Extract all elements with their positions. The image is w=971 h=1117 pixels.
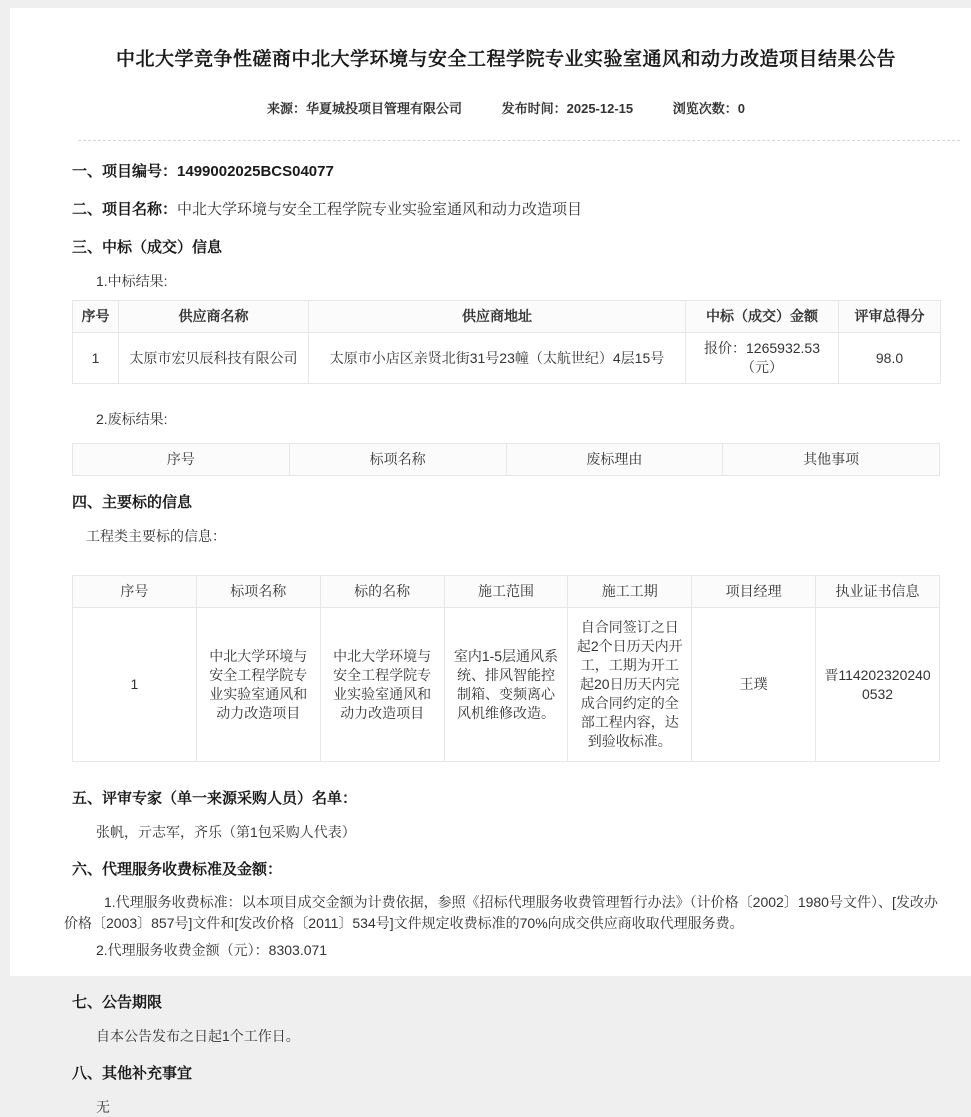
meta-publish-time — [502, 101, 634, 116]
table-header-cell: 中标（成交）金额 — [686, 301, 839, 333]
table-cell: 自合同签订之日起2个日历天内开工，工期为开工起20日历天内完成合同约定的全部工程内容，达到验收标准。 — [568, 608, 692, 762]
table-header-cell: 废标理由 — [506, 444, 723, 476]
table-cell: 1 — [73, 608, 197, 762]
meta-source-value: 华夏城投项目管理有限公司 — [306, 101, 462, 116]
section-agency-fee-heading: 六、代理服务收费标准及金额： — [72, 860, 940, 880]
table-header-cell: 标项名称 — [196, 576, 320, 608]
project-name-value: 中北大学环境与安全工程学院专业实验室通风和动力改造项目 — [177, 201, 582, 218]
table-header-cell: 序号 — [73, 301, 119, 333]
table-header-cell: 其他事项 — [723, 444, 940, 476]
meta-time-label: 发布时间： — [502, 101, 567, 116]
announcement-panel — [10, 8, 971, 976]
table-cell: 98.0 — [839, 333, 941, 384]
meta-time-value: 2025-12-15 — [567, 101, 634, 116]
table-cell: 中北大学环境与安全工程学院专业实验室通风和动力改造项目 — [320, 608, 444, 762]
section-project-number — [72, 162, 940, 182]
subject-info-table — [72, 575, 940, 762]
meta-views-label: 浏览次数： — [673, 101, 738, 116]
table-cell: 太原市小店区亲贤北街31号23幢（太航世纪）4层15号 — [309, 333, 686, 384]
section-experts-heading: 五、评审专家（单一来源采购人员）名单： — [72, 789, 940, 809]
fee-amount: 2.代理服务收费金额（元）：8303.071 — [96, 941, 940, 960]
rejected-bid-label: 2.废标结果: — [96, 410, 940, 428]
table-header-cell: 标的名称 — [320, 576, 444, 608]
award-result-label: 1.中标结果: — [96, 272, 940, 290]
meta-view-count — [673, 101, 745, 116]
table-header-cell: 供应商地址 — [309, 301, 686, 333]
award-result-table — [72, 300, 941, 384]
table-cell: 王璞 — [692, 608, 816, 762]
announcement-period-text: 自本公告发布之日起1个工作日。 — [96, 1027, 940, 1046]
dashed-separator — [78, 140, 960, 141]
rejected-bid-table — [72, 443, 940, 476]
table-header-row — [73, 576, 940, 608]
table-header-row — [73, 301, 941, 333]
table-header-cell: 序号 — [73, 444, 290, 476]
section-award-info-heading: 三、中标（成交）信息 — [72, 238, 940, 258]
project-name-label: 二、项目名称： — [72, 201, 177, 218]
table-header-cell: 项目经理 — [692, 576, 816, 608]
table-row — [73, 333, 941, 384]
table-header-cell: 序号 — [73, 576, 197, 608]
other-notes-text: 无 — [96, 1098, 940, 1117]
table-header-row — [73, 444, 940, 476]
section-subject-info-heading: 四、主要标的信息 — [72, 493, 940, 513]
section-project-name — [72, 200, 940, 220]
table-header-cell: 供应商名称 — [119, 301, 309, 333]
table-header-cell: 施工工期 — [568, 576, 692, 608]
announcement-content — [10, 8, 971, 1117]
table-cell: 1 — [73, 333, 119, 384]
meta-source — [267, 101, 462, 116]
project-number-value: 1499002025BCS04077 — [177, 163, 334, 180]
meta-source-label: 来源： — [267, 101, 306, 116]
project-number-label: 一、项目编号： — [72, 163, 177, 180]
table-header-cell: 标项名称 — [289, 444, 506, 476]
fee-standard-paragraph: 1.代理服务收费标准：以本项目成交金额为计费依据，参照《招标代理服务收费管理暂行办法》（计价格〔2002〕1980号文件）、[发改办价格〔2003〕857号]文件和[发改价格〔2011〕534号]文件规定收费标准的70%向成交供应商收取代理服务费。 — [64, 892, 942, 934]
table-cell: 中北大学环境与安全工程学院专业实验室通风和动力改造项目 — [196, 608, 320, 762]
table-cell: 室内1-5层通风系统、排风智能控制箱、变频离心风机维修改造。 — [444, 608, 568, 762]
table-header-cell: 评审总得分 — [839, 301, 941, 333]
table-cell: 太原市宏贝辰科技有限公司 — [119, 333, 309, 384]
meta-row — [72, 98, 940, 117]
subject-info-sublabel: 工程类主要标的信息： — [86, 527, 940, 545]
table-header-cell: 执业证书信息 — [816, 576, 940, 608]
table-header-cell: 施工范围 — [444, 576, 568, 608]
meta-views-value: 0 — [738, 101, 745, 116]
expert-names: 张帆，亓志军，齐乐（第1包采购人代表） — [96, 823, 940, 842]
page-title: 中北大学竞争性磋商中北大学环境与安全工程学院专业实验室通风和动力改造项目结果公告 — [72, 46, 940, 73]
section-other-heading: 八、其他补充事宜 — [72, 1064, 940, 1084]
table-cell: 报价：1265932.53（元） — [686, 333, 839, 384]
table-row — [73, 608, 940, 762]
table-cell: 晋1142023202400532 — [816, 608, 940, 762]
section-announcement-period-heading: 七、公告期限 — [72, 993, 940, 1013]
